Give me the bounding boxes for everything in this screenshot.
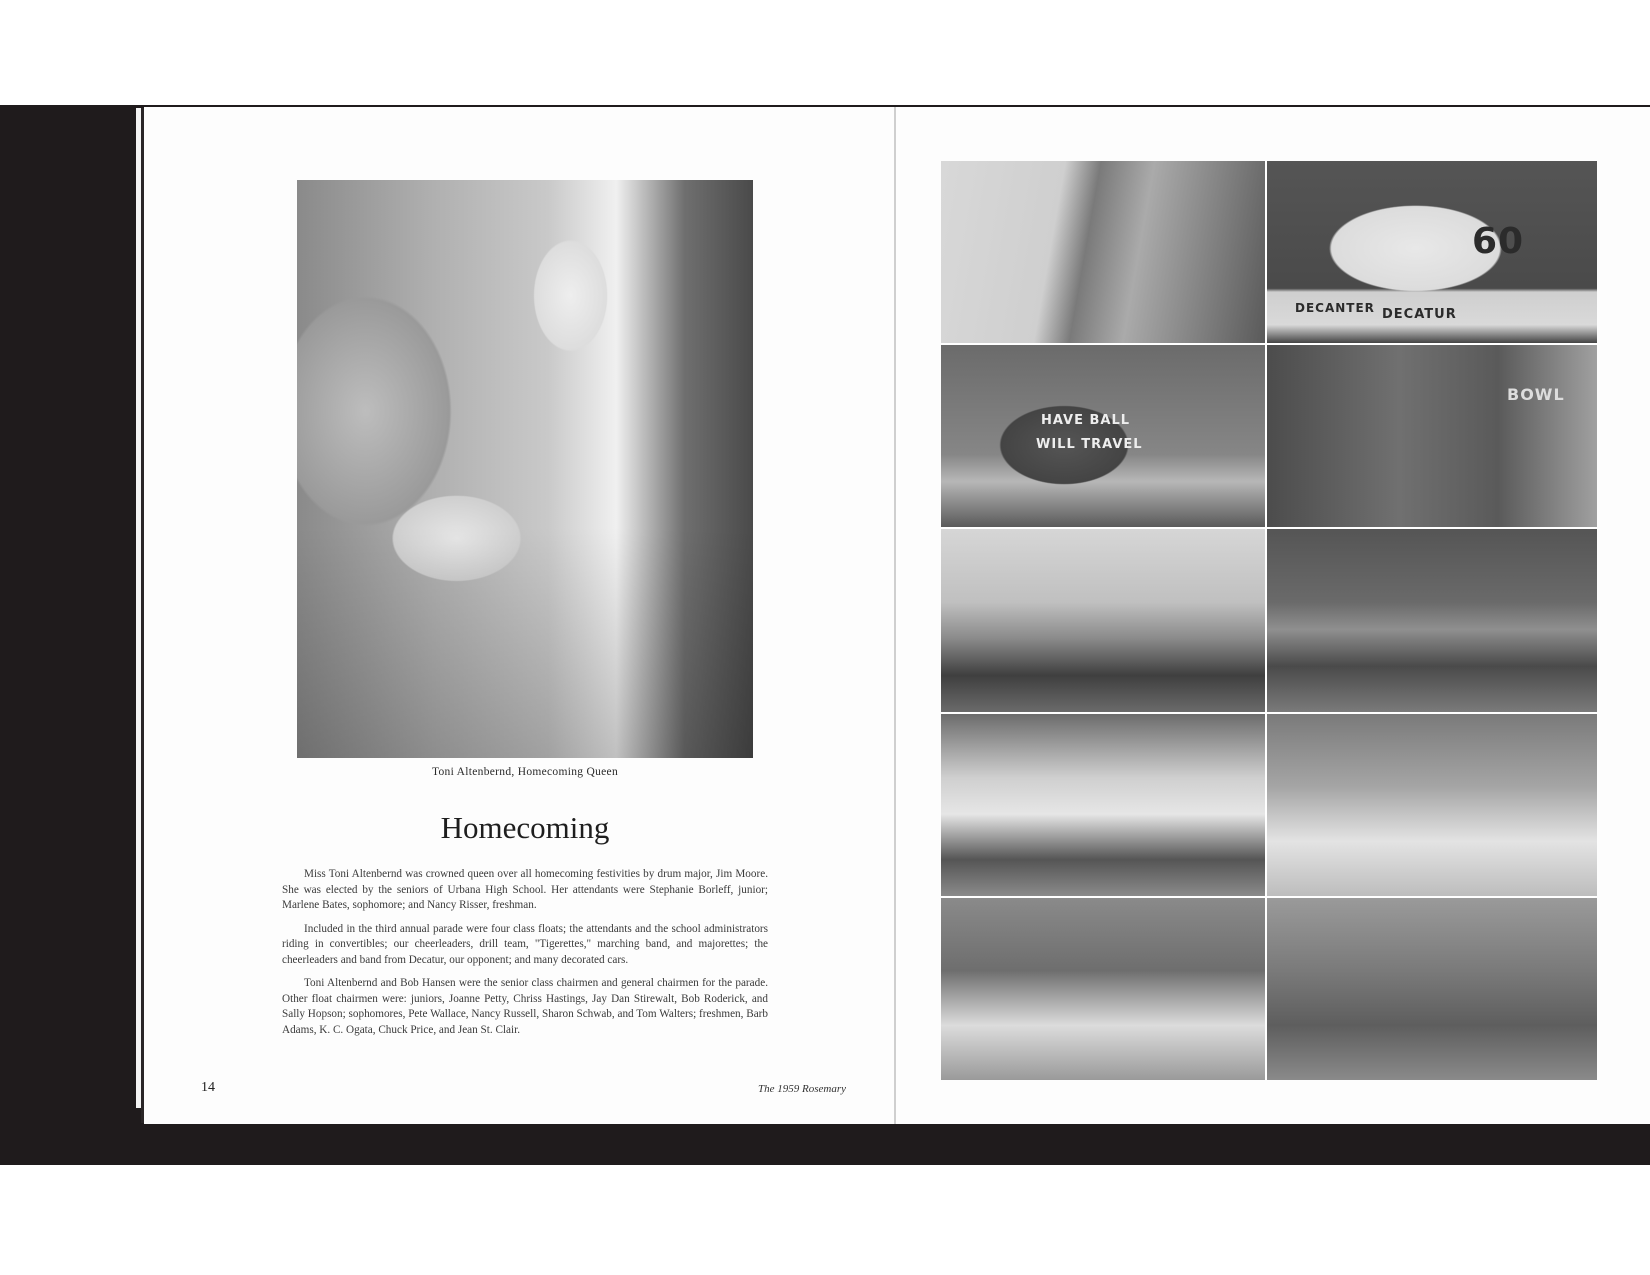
running-footer: The 1959 Rosemary [758,1083,846,1095]
sign-text: DECANTER [1295,301,1375,315]
article-body [282,867,768,1046]
homecoming-queen-photo [297,180,753,758]
page-gutter [894,107,896,1124]
photo-marching-band [941,529,1265,711]
photo-float-decatur [1267,161,1597,343]
photo-float-bowl [1267,345,1597,527]
parade-photo-grid [941,161,1595,1080]
sign-text: WILL TRAVEL [1036,437,1143,453]
photo-crowd-convertible [941,898,1265,1080]
sign-text: DECATUR [1382,307,1457,322]
paragraph: Miss Toni Altenbernd was crowned queen over all homecoming festivities by drum major, Jim Moore. She was elected by the seniors of Urbana High School. Her attendants were Stephanie Borleff, junior; Marlene Bates, sophomore; and Nancy Risser, freshman. [282,868,768,911]
page-title: Homecoming [440,810,610,845]
photo-caption: Toni Altenbernd, Homecoming Queen [431,766,619,778]
photo-attendant-car [1267,898,1597,1080]
photo-float-queen-attendant [941,161,1265,343]
page-number: 14 [201,1080,215,1095]
photo-image [297,180,753,758]
photo-cheerleaders-float [941,714,1265,896]
sign-text: 60 [1472,221,1525,262]
photo-float-ball [941,345,1265,527]
photo-convertible [1267,714,1597,896]
paragraph: Included in the third annual parade were four class floats; the attendants and the school administrators riding in convertibles; our cheerleaders, drill team, "Tigerettes," marching band, and majorettes; the cheerleaders and band from Decatur, our opponent; and many decorated cars. [282,922,768,966]
sign-text: BOWL [1507,385,1565,405]
photo-majorettes [1267,529,1597,711]
paragraph: Toni Altenbernd and Bob Hansen were the senior class chairmen and general chairmen for the parade. Other float chairmen were: juniors, Joanne Petty, Chriss Hastings, Jay Dan Stirewalt, Bob Roderick, and Sally Hopson; sophomores, Pete Wallace, Nancy Russell, Sharon Schwab, and Tom Walters; freshmen, Barb Adams, K. C. Ogata, Chuck Price, and Jean St. Clair. [282,977,768,1036]
sign-text: HAVE BALL [1041,413,1131,429]
